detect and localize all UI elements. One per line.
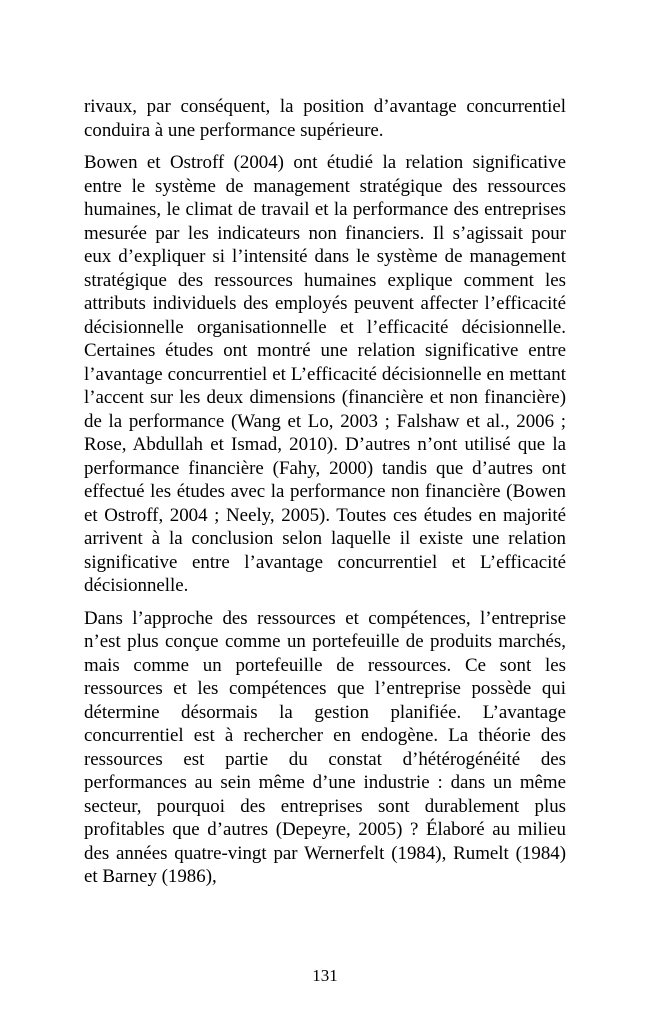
- paragraph-continuation: rivaux, par conséquent, la position d’avantage concurrentiel conduira à une performance supérieure.: [84, 96, 566, 141]
- paragraph-bowen-ostroff: Bowen et Ostroff (2004) ont étudié la relation significative entre le système de management stratégique des ressources humaines, le climat de travail et la performance des entreprises mesurée par les indicateurs non financiers. Il s’agissait pour eux d’expliquer si l’intensité dans le système de management stratégique des ressources humaines explique comment les attributs individuels des employés peuvent affecter l’efficacité décisionnelle organisationnelle et l’efficacité décisionnelle. Certaines études ont montré une relation significative entre l’avantage concurrentiel et L’efficacité décisionnelle en mettant l’accent sur les deux dimensions (financière et non financière) de la performance (Wang et Lo, 2003 ; Falshaw et al., 2006 ; Rose, Abdullah et Ismad, 2010). D’autres n’ont utilisé que la performance financière (Fahy, 2000) tandis que d’autres ont effectué les études avec la performance non financière (Bowen et Ostroff, 2004 ; Neely, 2005). Toutes ces études en majorité arrivent à la conclusion selon laquelle il existe une relation significative entre l’avantage concurrentiel et L’efficacité décisionnelle.: [84, 152, 566, 596]
- body-text: [84, 95, 566, 898]
- paragraph-resources-approach: Dans l’approche des ressources et compétences, l’entreprise n’est plus conçue comme un portefeuille de produits marchés, mais comme un portefeuille de ressources. Ce sont les ressources et les compétences que l’entreprise possède qui détermine désormais la gestion planifiée. L’avantage concurrentiel est à rechercher en endogène. La théorie des ressources est partie du constat d’hétérogénéité des performances au sein même d’une industrie : dans un même secteur, pourquoi des entreprises sont durablement plus profitables que d’autres (Depeyre, 2005) ? Élaboré au milieu des années quatre-vingt par Wernerfelt (1984), Rumelt (1984) et Barney (1986),: [84, 607, 566, 887]
- page-number: 131: [312, 966, 338, 985]
